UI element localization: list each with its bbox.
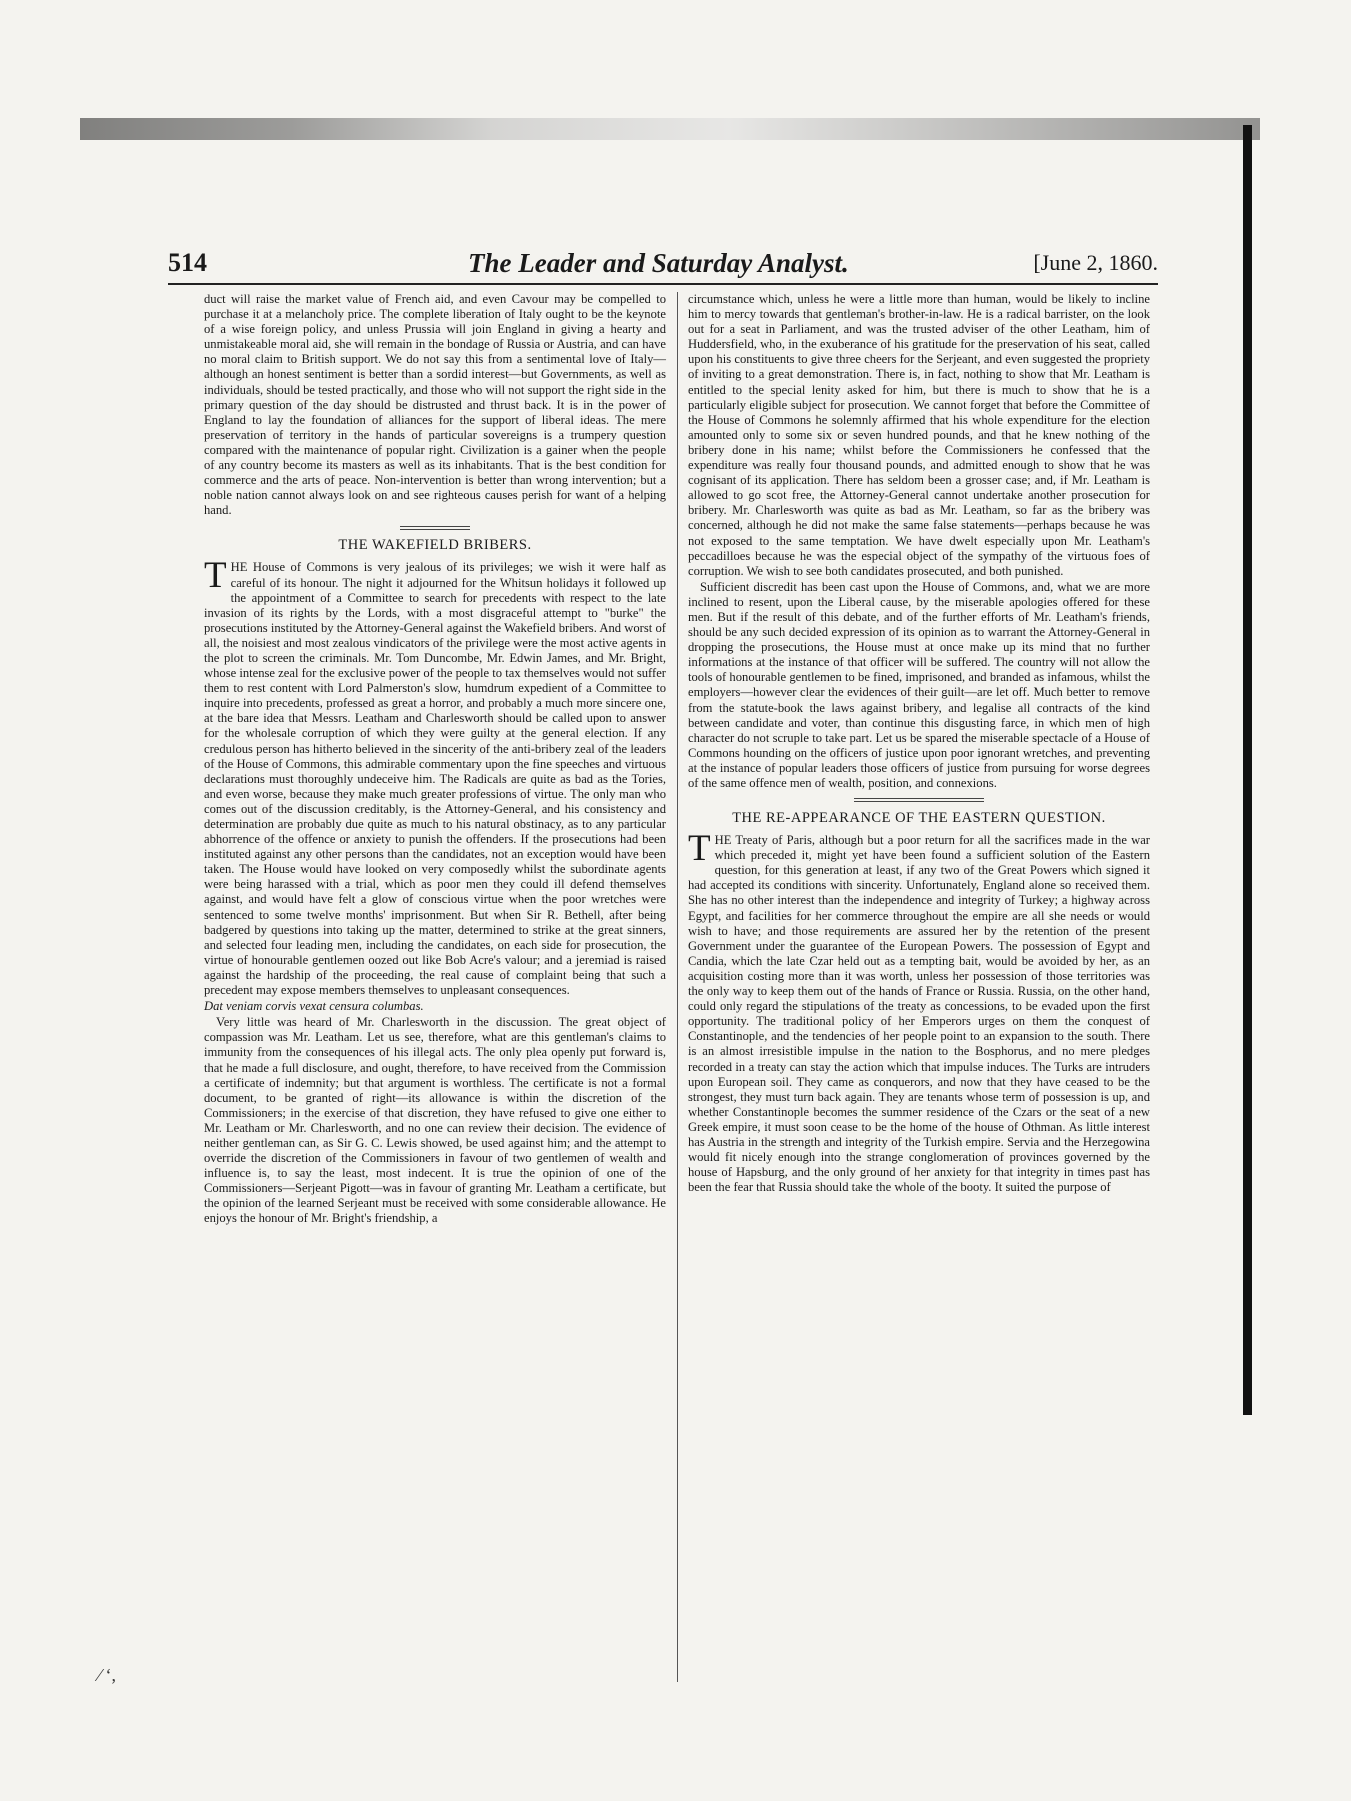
article-paragraph: Very little was heard of Mr. Charlesworth in the discussion. The great object of compassion was Mr. Leatham. Let us see, therefore, what are this gentleman's claims to immunity from the consequences of his illegal acts. The only plea openly put forward is, that he made a full disclosure, and ought, therefore, to have received from the Commission a certificate of indemnity; but that argument is worthless. The certificate is not a formal document, to be granted of right—its allowance is within the discretion of the Commissioners; in the exercise of that discretion, they have refused to give one either to Mr. Leatham or Mr. Charlesworth, and no one can review their decision. The evidence of neither gentleman can, as Sir G. C. Lewis showed, be used against him; and the attempt to override the discretion of the Commissioners in favour of two gentlemen of wealth and influence is, to say the least, most indecent. It is true the opinion of one of the Commissioners—Serjeant Pigott—was in favour of granting Mr. Leatham a certificate, but the opinion of the learned Serjeant must be received with some considerable allowance. He enjoys the honour of Mr. Bright's friendship, a — [204, 1015, 666, 1226]
paragraph-text: HE Treaty of Paris, although but a poor return for all the sacrifices made in the war which preceded it, might yet have been found a sufficient solution of the Eastern question, for this generation at least, if any two of the Great Powers which signed it had accepted its conditions with sincerity. Unfortunately, England alone so received them. She has no other interest than the independence and integrity of Turkey; a highway across Egypt, and facilities for her commerce throughout the empire are all she needs or would wish to have; and those requirements are assured her by the retention of the present Government under the guarantee of the European Powers. The possession of Egypt and Candia, which the late Czar held out as a tempting bait, would be avoided by her, as an acquisition costing more than it was worth, unless her possession of those territories was the only way to keep them out of the hands of France or Russia. Russia, on the other hand, could only regard the stipulations of the treaty as concessions, to be evaded upon the first opportunity. The traditional policy of her Emperors urges on them the conquest of Constantinople, and the tendencies of her people point to an expansion to the south. There is an almost irresistible impulse in the nation to the Bosphorus, and no mere pledges recorded in a treaty can stay the action which that impulse induces. The Turks are intruders upon European soil. They came as conquerors, and now that they have ceased to be the strongest, they must turn back again. They are tenants whose term of possession is up, and whether Constantinople becomes the summer residence of the Czars or the seat of a new Greek empire, it must soon cease to be the home of the house of Othman. As little interest has Austria in the strength and integrity of the Turkish empire. Servia and the Herzegowina would fit nicely enough into the strange conglomeration of provinces governed by the house of Hapsburg, and the only ground of her anxiety for that integrity in times past has been the fear that Russia should take the whole of the booty. It suited the purpose of — [688, 833, 1150, 1195]
scan-artifact-bar — [80, 118, 1260, 140]
continued-paragraph: duct will raise the market value of French aid, and even Cavour may be compelled to purchase it at a melancholy price. The complete liberation of Italy ought to be the keynote of a wise foreign policy, and unless Prussia will join England in giving a hearty and unmistakeable moral aid, she will remain in the bondage of Russia or Austria, and can have no moral claim to British support. We do not say this from a sentimental love of Italy—although an honest sentiment is better than a sordid interest—but Governments, as well as individuals, should be tested practically, and those who will not support the right side in the primary question of the day should be distrusted and thrust back. It is in the power of England to lay the foundation of alliances for the support of liberal ideas. The mere preservation of territory in the hands of particular sovereigns is a trumpery question compared with the maintenance of popular right. Civilization is a gainer when the people of any country become its masters as well as its inhabitants. That is the best condition for commerce and the arts of peace. Non-intervention is better than wrong intervention; but a noble nation cannot always look on and see righteous causes perish for want of a helping hand. — [204, 292, 666, 518]
right-column — [688, 292, 1150, 1196]
scan-page-edge — [1243, 125, 1252, 1415]
page-header — [168, 248, 1158, 282]
column-divider — [677, 292, 678, 1682]
article-paragraph — [204, 555, 666, 998]
page-number: 514 — [168, 248, 207, 277]
section-rule — [400, 526, 470, 530]
header-rule — [168, 283, 1158, 285]
article-paragraph: circumstance which, unless he were a little more than human, would be likely to incline him to mercy towards that gentleman's brother-in-law. He is a radical barrister, on the look out for a seat in Parliament, and was the trusted adviser of the other Leatham, him of Huddersfield, who, in the exuberance of his gratitude for the preservation of his seat, called upon his constituents to give three cheers for the Serjeant, and even suggested the propriety of inviting to a great demonstration. There is, in fact, nothing to show that Mr. Leatham is entitled to the special lenity asked for him, but there is much to show that he is a particularly eligible subject for prosecution. We cannot forget that before the Committee of the House of Commons he solemnly affirmed that his whole expenditure for the election amounted only to some six or seven hundred pounds, and that he knew nothing of the bribery done in his name; whilst before the Commissioners he confessed that the expenditure was really four thousand pounds, and admitted enough to show that he was cognisant of its application. There has seldom been a grosser case; and, if Mr. Leatham is allowed to go scot free, the Attorney-General cannot undertake another prosecution for bribery. Mr. Charlesworth was quite as bad as Mr. Leatham, so far as the bribery was concerned, although he did not make the same false statements—perhaps because he was not exposed to the same temptation. We have dwelt especially upon Mr. Leatham's peccadilloes because he was the especial object of the sympathy of the virtuous foes of corruption. We wish to see both candidates prosecuted, and both punished. — [688, 292, 1150, 578]
article-paragraph: Sufficient discredit has been cast upon the House of Commons, and, what we are more inclined to resent, upon the Liberal cause, by the miserable apologies offered for these men. But if the result of this debate, and of the further efforts of Mr. Leatham's friends, should be any such decided expression of its opinion as to warrant the Attorney-General in dropping the prosecutions, the House must at once make up its mind that no further informations at the instance of that officer will be suffered. The country will not allow the tools of honourable gentlemen to be fined, imprisoned, and branded as infamous, whilst the employers—however clear the evidences of their guilt—are let off. Much better to remove from the statute-book the laws against bribery, and legalise all contracts of the kind between candidate and voter, than continue this disgusting farce, in which men of high character do not scruple to take part. Let us be spared the miserable spectacle of a House of Commons hounding on the officers of justice upon poor ignorant wretches, and preventing at the instance of popular leaders those officers of justice from pursuing for worse degrees of the same offence men of wealth, position, and connexions. — [688, 579, 1150, 790]
margin-marks: ⁄ ʻ, — [98, 1665, 116, 1685]
left-column — [204, 292, 666, 1228]
section-rule — [854, 798, 984, 802]
drop-cap: T — [688, 828, 711, 870]
article-paragraph — [688, 828, 1150, 1195]
article-heading-wakefield: THE WAKEFIELD BRIBERS. — [338, 537, 532, 554]
issue-date: [June 2, 1860. — [1033, 250, 1158, 275]
latin-quote: Dat veniam corvis vexat censura columbas. — [204, 999, 424, 1014]
paragraph-text: HE House of Commons is very jealous of its privileges; we wish it were half as careful of its honour. The night it adjourned for the Whitsun holidays it followed up the appointment of a Committee to search for precedents with respect to the late invasion of its rights by the Lords, with a most disgraceful attempt to "burke" the prosecutions instituted by the Attorney-General against the Wakefield bribers. And worst of all, the noisiest and most zealous vindicators of the privilege were the most active agents in the plot to screen the criminals. Mr. Tom Duncombe, Mr. Edwin James, and Mr. Bright, whose intense zeal for the exclusive power of the people to tax themselves would not suffer them to rest content with Lord Palmerston's slow, humdrum expedient of a Committee to inquire into precedents, professed as great a horror, and probably a much more sincere one, at the bare idea that Messrs. Leatham and Charlesworth should be called upon to answer for the wholesale corruption of which they were guilty at the general election. If any credulous person has hitherto believed in the sincerity of the anti-bribery zeal of the leaders of the House of Commons, this admirable commentary upon the fine speeches and virtuous declarations must thoroughly undeceive him. The Radicals are quite as bad as the Tories, and even worse, because they make much greater professions of virtue. The only man who comes out of the discussion creditably, is the Attorney-General, and his consistency and determination are probably due quite as much to his natural obstinacy, as to any particular abhorrence of the offence or anxiety to punish the offenders. If the prosecutions had been instituted against any other persons than the candidates, not an exception would have been taken. The House would have looked on very composedly whilst the subordinate agents were being harassed with a trial, which as poor men they could ill defend themselves against, and would have felt a glow of conscious virtue when the poor wretches were sentenced to some twelve months' imprisonment. But when Sir R. Bethell, after being badgered by questions into taking up the matter, determined to strike at the great sinners, and selected four leading men, including the candidates, on each side for prosecution, the virtue of honourable gentlemen oozed out like Bob Acre's valour; and a jeremiad is raised against the hardship of the proceeding, the real cause of complaint being that such a precedent may expose members themselves to unpleasant consequences. — [204, 560, 666, 998]
masthead-title: The Leader and Saturday Analyst. — [468, 248, 849, 278]
article-heading-eastern-question: THE RE-APPEARANCE OF THE EASTERN QUESTION. — [732, 810, 1106, 827]
drop-cap: T — [204, 555, 227, 597]
